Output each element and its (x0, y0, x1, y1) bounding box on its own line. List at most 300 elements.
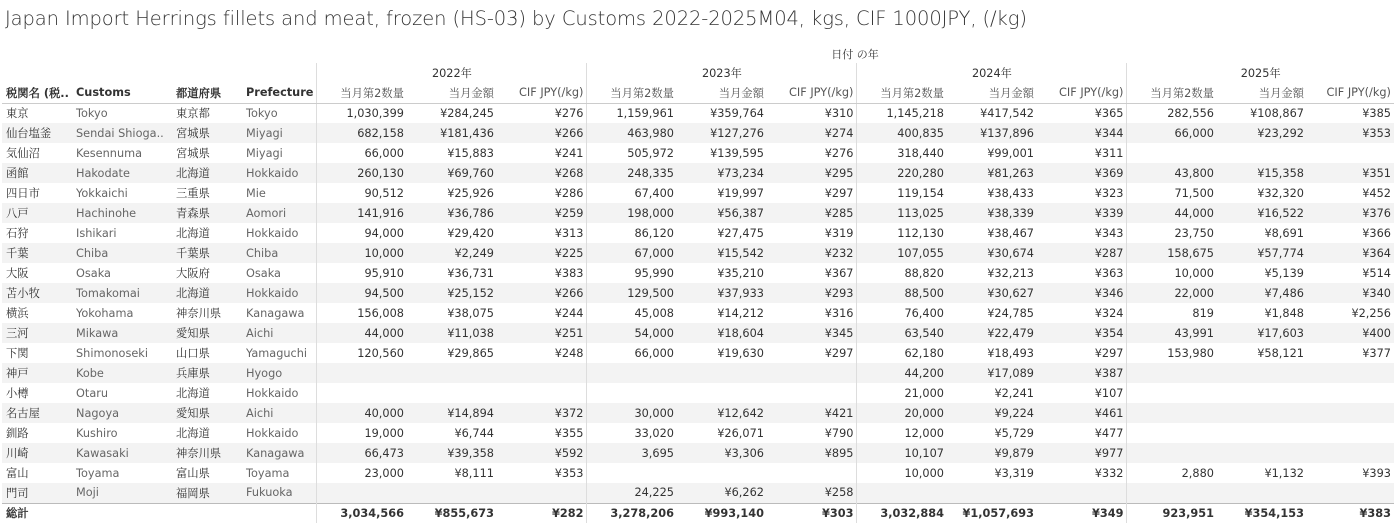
value-cell: 1,145,218 (857, 103, 947, 123)
measure-header[interactable]: 当月金額 (947, 83, 1037, 103)
table-row[interactable] (2, 123, 1394, 143)
value-cell: 2,880 (1127, 463, 1217, 483)
value-cell: ¥57,774 (1217, 243, 1307, 263)
value-cell: 95,990 (587, 263, 677, 283)
value-cell: ¥592 (497, 443, 587, 463)
value-cell: ¥259 (497, 203, 587, 223)
value-cell: ¥286 (554, 186, 584, 200)
value-cell: 88,500 (857, 283, 947, 303)
value-cell (1307, 443, 1394, 463)
value-cell: ¥25,926 (447, 186, 494, 200)
value-cell: ¥69,760 (407, 163, 497, 183)
value-cell: ¥372 (497, 403, 587, 423)
year-header-row (2, 63, 1394, 83)
value-cell: ¥353 (554, 466, 584, 480)
customs-jp-cell: 三河 (2, 323, 72, 343)
customs-en-cell: Yokkaichi (76, 186, 128, 200)
customs-jp-cell: 大阪 (6, 267, 29, 280)
value-cell: 3,695 (587, 443, 677, 463)
value-cell: ¥297 (824, 346, 854, 360)
value-cell: ¥340 (1307, 283, 1394, 303)
grand-total-row (2, 503, 1394, 523)
value-cell (1037, 483, 1127, 503)
value-cell: 44,000 (1127, 203, 1217, 223)
customs-en-cell: Sendai Shioga.. (72, 123, 172, 143)
customs-jp-cell: 小樽 (6, 387, 29, 400)
value-cell: ¥8,111 (454, 466, 494, 480)
prefecture-en-cell: Hokkaido (242, 163, 317, 183)
value-cell: ¥248 (554, 346, 584, 360)
table-row[interactable] (2, 303, 1394, 323)
customs-jp-cell: 釧路 (6, 427, 29, 440)
customs-en-cell: Kawasaki (72, 443, 172, 463)
table-row[interactable] (2, 423, 1394, 443)
value-cell: 220,280 (857, 163, 947, 183)
value-cell (767, 463, 857, 483)
value-cell: 22,000 (1127, 283, 1217, 303)
measure-header[interactable]: 当月第2数量 (1127, 83, 1217, 103)
value-cell: ¥452 (1362, 186, 1391, 200)
value-cell: ¥295 (767, 163, 857, 183)
value-cell: ¥12,642 (677, 403, 767, 423)
value-cell: ¥23,292 (1217, 123, 1307, 143)
value-cell: ¥369 (1037, 163, 1127, 183)
value-cell: ¥15,358 (1217, 163, 1307, 183)
value-cell: ¥400 (1307, 323, 1394, 343)
prefecture-jp-cell: 富山県 (176, 467, 210, 480)
prefecture-en-cell: Osaka (246, 266, 281, 280)
value-cell: ¥276 (824, 146, 854, 160)
value-cell: ¥316 (824, 306, 854, 320)
value-cell: 71,500 (1127, 183, 1217, 203)
value-cell: ¥39,358 (407, 443, 497, 463)
value-cell: ¥353 (1307, 123, 1394, 143)
value-cell: ¥319 (824, 226, 854, 240)
value-cell: 86,120 (587, 223, 677, 243)
value-cell: 94,500 (317, 283, 407, 303)
table-row[interactable] (2, 163, 1394, 183)
value-cell: 24,225 (587, 483, 677, 503)
value-cell: 141,916 (317, 203, 407, 223)
value-cell (677, 363, 767, 383)
value-cell: ¥36,786 (407, 203, 497, 223)
value-cell: ¥477 (1094, 426, 1124, 440)
value-cell: 10,000 (857, 463, 947, 483)
value-cell: 21,000 (857, 383, 947, 403)
customs-en-cell: Mikawa (72, 323, 172, 343)
value-cell: ¥266 (497, 123, 587, 143)
value-cell: 156,008 (317, 303, 407, 323)
value-cell: 1,030,399 (317, 103, 407, 123)
value-cell: ¥324 (1094, 306, 1124, 320)
value-cell: ¥274 (767, 123, 857, 143)
prefecture-en-cell: Toyama (246, 466, 290, 480)
value-cell: ¥293 (767, 283, 857, 303)
value-cell: 67,400 (587, 183, 677, 203)
value-cell: ¥284,245 (440, 106, 494, 120)
value-cell: 119,154 (857, 183, 947, 203)
table-row[interactable] (2, 203, 1394, 223)
total-value-cell: 3,032,884 (857, 503, 947, 523)
value-cell: ¥355 (554, 426, 584, 440)
value-cell: ¥36,731 (447, 266, 494, 280)
customs-en-cell: Osaka (76, 266, 111, 280)
value-cell: ¥895 (767, 443, 857, 463)
value-cell: 10,000 (317, 243, 407, 263)
value-cell (1217, 383, 1307, 403)
prefecture-en-cell: Chiba (242, 243, 317, 263)
customs-en-cell: Moji (72, 483, 172, 503)
value-cell: ¥19,997 (717, 186, 764, 200)
value-cell (1217, 363, 1307, 383)
value-cell (1307, 483, 1394, 503)
value-cell (1127, 423, 1217, 443)
dimension-header[interactable]: Customs (72, 83, 172, 103)
prefecture-en-cell: Miyagi (246, 146, 283, 160)
prefecture-en-cell: Aomori (242, 203, 317, 223)
value-cell: ¥38,467 (987, 226, 1034, 240)
prefecture-en-cell: Hokkaido (246, 426, 299, 440)
total-value-cell: ¥349 (1037, 503, 1127, 523)
value-cell: ¥14,894 (407, 403, 497, 423)
value-cell: ¥18,493 (987, 346, 1034, 360)
spacer-cell (2, 63, 72, 83)
value-cell (1127, 483, 1217, 503)
value-cell: ¥354 (1037, 323, 1127, 343)
value-cell: ¥3,319 (994, 466, 1034, 480)
value-cell (1127, 363, 1217, 383)
year-header: 2023年 (587, 63, 857, 83)
value-cell (1127, 443, 1217, 463)
column-header-row (2, 83, 1394, 103)
value-cell: ¥359,764 (710, 106, 764, 120)
value-cell: 66,473 (317, 443, 407, 463)
value-cell: ¥139,595 (710, 146, 764, 160)
table-row[interactable] (2, 263, 1394, 283)
prefecture-jp-cell: 神奈川県 (172, 443, 242, 463)
value-cell: 43,800 (1127, 163, 1217, 183)
prefecture-jp-cell: 神奈川県 (176, 307, 222, 320)
table-row[interactable] (2, 183, 1394, 203)
value-cell (1307, 383, 1394, 403)
value-cell (947, 483, 1037, 503)
total-value-cell: 3,278,206 (587, 503, 677, 523)
value-cell: ¥29,420 (447, 226, 494, 240)
value-cell: ¥345 (767, 323, 857, 343)
chart-title: Japan Import Herrings fillets and meat, frozen (HS-03) by Customs 2022-2025M04, kgs, CIF 1000JPY, (/kg) (5, 7, 1027, 30)
value-cell: ¥181,436 (407, 123, 497, 143)
value-cell (677, 383, 767, 403)
value-cell: ¥15,883 (447, 146, 494, 160)
customs-jp-cell: 下関 (6, 347, 29, 360)
table-row[interactable] (2, 143, 1394, 163)
value-cell: ¥1,132 (1264, 466, 1304, 480)
value-cell: 23,750 (1127, 223, 1217, 243)
value-cell: ¥6,744 (454, 426, 494, 440)
value-cell: 158,675 (1127, 243, 1217, 263)
value-cell (677, 463, 767, 483)
value-cell: ¥73,234 (677, 163, 767, 183)
customs-en-cell: Tomakomai (72, 283, 172, 303)
total-value-cell: ¥282 (497, 503, 587, 523)
prefecture-jp-cell: 宮城県 (172, 123, 242, 143)
value-cell (1217, 423, 1307, 443)
prefecture-jp-cell: 千葉県 (172, 243, 242, 263)
value-cell: ¥351 (1307, 163, 1394, 183)
value-cell (317, 363, 407, 383)
customs-jp-cell: 川崎 (2, 443, 72, 463)
value-cell: 248,335 (587, 163, 677, 183)
value-cell (1127, 403, 1217, 423)
value-cell: ¥364 (1307, 243, 1394, 263)
value-cell: 819 (1127, 303, 1217, 323)
value-cell: ¥81,263 (947, 163, 1037, 183)
measure-header[interactable]: 当月第2数量 (587, 83, 677, 103)
value-cell: ¥9,879 (947, 443, 1037, 463)
value-cell: ¥225 (497, 243, 587, 263)
table-row[interactable] (2, 463, 1394, 483)
customs-en-cell: Tokyo (76, 106, 108, 120)
value-cell (497, 363, 587, 383)
value-cell: ¥24,785 (987, 306, 1034, 320)
value-cell: ¥8,691 (1264, 226, 1304, 240)
customs-jp-cell: 四日市 (6, 187, 40, 200)
prefecture-en-cell: Fukuoka (242, 483, 317, 503)
measure-header[interactable]: 当月第2数量 (317, 83, 407, 103)
value-cell (407, 483, 497, 503)
value-cell: ¥26,071 (717, 426, 764, 440)
measure-header[interactable]: 当月金額 (1217, 83, 1307, 103)
year-header: 2024年 (857, 63, 1127, 83)
value-cell: ¥258 (767, 483, 857, 503)
value-cell: 23,000 (317, 463, 407, 483)
spacer-cell (242, 63, 317, 83)
prefecture-en-cell: Kanagawa (242, 443, 317, 463)
total-value-cell: 3,034,566 (317, 503, 407, 523)
value-cell: ¥30,674 (947, 243, 1037, 263)
measure-header[interactable]: 当月第2数量 (857, 83, 947, 103)
value-cell (497, 483, 587, 503)
value-cell: 63,540 (857, 323, 947, 343)
customs-en-cell: Nagoya (72, 403, 172, 423)
table-row[interactable] (2, 223, 1394, 243)
customs-jp-cell: 気仙沼 (6, 147, 40, 160)
customs-jp-cell: 八戸 (2, 203, 72, 223)
table-row[interactable] (2, 283, 1394, 303)
total-value-cell: ¥855,673 (407, 503, 497, 523)
value-cell: ¥387 (1037, 363, 1127, 383)
table-row[interactable] (2, 483, 1394, 503)
value-cell: ¥346 (1037, 283, 1127, 303)
value-cell: ¥11,038 (407, 323, 497, 343)
value-cell: ¥25,152 (407, 283, 497, 303)
value-cell: 112,130 (857, 223, 947, 243)
value-cell: ¥297 (824, 186, 854, 200)
value-cell: ¥266 (497, 283, 587, 303)
measure-header[interactable]: CIF JPY(/kg) (767, 83, 857, 103)
value-cell: ¥241 (554, 146, 584, 160)
prefecture-jp-cell: 北海道 (176, 227, 210, 240)
value-cell (1217, 483, 1307, 503)
value-cell: ¥17,603 (1217, 323, 1307, 343)
value-cell: ¥297 (1094, 346, 1124, 360)
value-cell: 19,000 (317, 423, 407, 443)
customs-en-cell: Otaru (76, 386, 109, 400)
measure-header[interactable]: CIF JPY(/kg) (1037, 83, 1127, 103)
prefecture-jp-cell: 大阪府 (176, 267, 210, 280)
prefecture-jp-cell: 北海道 (176, 387, 210, 400)
value-cell (767, 363, 857, 383)
customs-en-cell: Ishikari (76, 226, 117, 240)
customs-jp-cell: 東京 (6, 107, 29, 121)
customs-en-cell: Chiba (72, 243, 172, 263)
prefecture-jp-cell: 山口県 (176, 347, 210, 360)
value-cell: ¥367 (824, 266, 854, 280)
value-cell: ¥790 (824, 426, 854, 440)
prefecture-en-cell: Aichi (242, 403, 317, 423)
value-cell: ¥108,867 (1250, 106, 1304, 120)
customs-jp-cell: 横浜 (6, 307, 29, 320)
customs-jp-cell: 千葉 (2, 243, 72, 263)
measure-header[interactable]: CIF JPY(/kg) (1307, 83, 1394, 103)
value-cell: 33,020 (587, 423, 677, 443)
spacer-cell (72, 503, 172, 523)
customs-en-cell: Shimonoseki (76, 346, 148, 360)
value-cell: ¥285 (767, 203, 857, 223)
value-cell: ¥365 (1094, 106, 1124, 120)
value-cell: 682,158 (317, 123, 407, 143)
value-cell: 45,008 (587, 303, 677, 323)
value-cell: 20,000 (857, 403, 947, 423)
measure-header[interactable]: 当月金額 (407, 83, 497, 103)
value-cell: ¥311 (1094, 146, 1124, 160)
year-header: 2022年 (317, 63, 587, 83)
value-cell: ¥461 (1037, 403, 1127, 423)
crosstab-table (2, 63, 1394, 523)
dimension-header[interactable]: Prefecture (242, 83, 317, 103)
table-row[interactable] (2, 343, 1394, 363)
value-cell: 40,000 (317, 403, 407, 423)
value-cell: ¥127,276 (677, 123, 767, 143)
table-row[interactable] (2, 363, 1394, 383)
value-cell: ¥232 (767, 243, 857, 263)
customs-jp-cell: 函館 (2, 163, 72, 183)
customs-en-cell: Kushiro (76, 426, 118, 440)
value-cell: 153,980 (1127, 343, 1217, 363)
value-cell (497, 383, 587, 403)
value-cell: 120,560 (317, 343, 407, 363)
value-cell (767, 383, 857, 403)
value-cell: 43,991 (1127, 323, 1217, 343)
value-cell: 90,512 (317, 183, 407, 203)
prefecture-en-cell: Hokkaido (246, 226, 299, 240)
value-cell: 66,000 (587, 343, 677, 363)
dimension-header[interactable]: 都道府県 (172, 83, 242, 103)
value-cell: ¥37,933 (677, 283, 767, 303)
value-cell: ¥2,249 (407, 243, 497, 263)
year-header: 2025年 (1127, 63, 1394, 83)
value-cell: 67,000 (587, 243, 677, 263)
prefecture-en-cell: Mie (246, 186, 266, 200)
value-cell: 198,000 (587, 203, 677, 223)
customs-en-cell: Hachinohe (72, 203, 172, 223)
customs-en-cell: Yokohama (76, 306, 134, 320)
value-cell: ¥268 (497, 163, 587, 183)
value-cell: 66,000 (1127, 123, 1217, 143)
value-cell: ¥376 (1307, 203, 1394, 223)
table-row[interactable] (2, 383, 1394, 403)
dimension-header[interactable]: 税関名 (税.. (2, 83, 72, 103)
table-row[interactable] (2, 103, 1394, 123)
value-cell: ¥30,627 (947, 283, 1037, 303)
table-row[interactable] (2, 403, 1394, 423)
value-cell: 88,820 (857, 263, 947, 283)
table-row[interactable] (2, 323, 1394, 343)
prefecture-en-cell: Miyagi (242, 123, 317, 143)
value-cell: ¥393 (1362, 466, 1391, 480)
prefecture-jp-cell: 青森県 (172, 203, 242, 223)
value-cell: ¥2,256 (1351, 306, 1391, 320)
value-cell: ¥514 (1362, 266, 1391, 280)
value-cell: ¥32,213 (987, 266, 1034, 280)
value-cell (1307, 143, 1394, 163)
value-cell: ¥38,075 (447, 306, 494, 320)
value-cell (1307, 363, 1394, 383)
value-cell: ¥287 (1037, 243, 1127, 263)
value-cell: ¥9,224 (947, 403, 1037, 423)
value-cell: 10,000 (1127, 263, 1217, 283)
prefecture-jp-cell: 北海道 (172, 163, 242, 183)
value-cell: ¥58,121 (1257, 346, 1304, 360)
value-cell: ¥363 (1094, 266, 1124, 280)
value-cell: ¥417,542 (980, 106, 1034, 120)
value-cell: ¥107 (1094, 386, 1124, 400)
prefecture-jp-cell: 愛知県 (172, 403, 242, 423)
value-cell: 1,159,961 (587, 103, 677, 123)
value-cell: ¥29,865 (447, 346, 494, 360)
value-cell: ¥16,522 (1217, 203, 1307, 223)
value-cell: ¥332 (1094, 466, 1124, 480)
value-cell: ¥366 (1362, 226, 1391, 240)
value-cell: ¥343 (1094, 226, 1124, 240)
value-cell: ¥344 (1037, 123, 1127, 143)
value-cell: 129,500 (587, 283, 677, 303)
value-cell: ¥5,139 (1264, 266, 1304, 280)
value-cell: ¥310 (824, 106, 854, 120)
value-cell: ¥323 (1094, 186, 1124, 200)
value-cell: ¥17,089 (947, 363, 1037, 383)
value-cell: 107,055 (857, 243, 947, 263)
value-cell (1217, 403, 1307, 423)
value-cell: 10,107 (857, 443, 947, 463)
value-cell (1217, 443, 1307, 463)
value-cell: ¥38,433 (987, 186, 1034, 200)
measure-header[interactable]: CIF JPY(/kg) (497, 83, 587, 103)
value-cell: ¥313 (554, 226, 584, 240)
value-cell: ¥1,848 (1264, 306, 1304, 320)
value-cell: 30,000 (587, 403, 677, 423)
total-value-cell: ¥993,140 (677, 503, 767, 523)
prefecture-jp-cell: 北海道 (172, 283, 242, 303)
table-row[interactable] (2, 243, 1394, 263)
value-cell: ¥383 (554, 266, 584, 280)
customs-jp-cell: 富山 (6, 467, 29, 480)
value-cell: 95,910 (317, 263, 407, 283)
table-row[interactable] (2, 443, 1394, 463)
value-cell: ¥38,339 (947, 203, 1037, 223)
measure-header[interactable]: 当月金額 (677, 83, 767, 103)
value-cell: ¥15,542 (677, 243, 767, 263)
